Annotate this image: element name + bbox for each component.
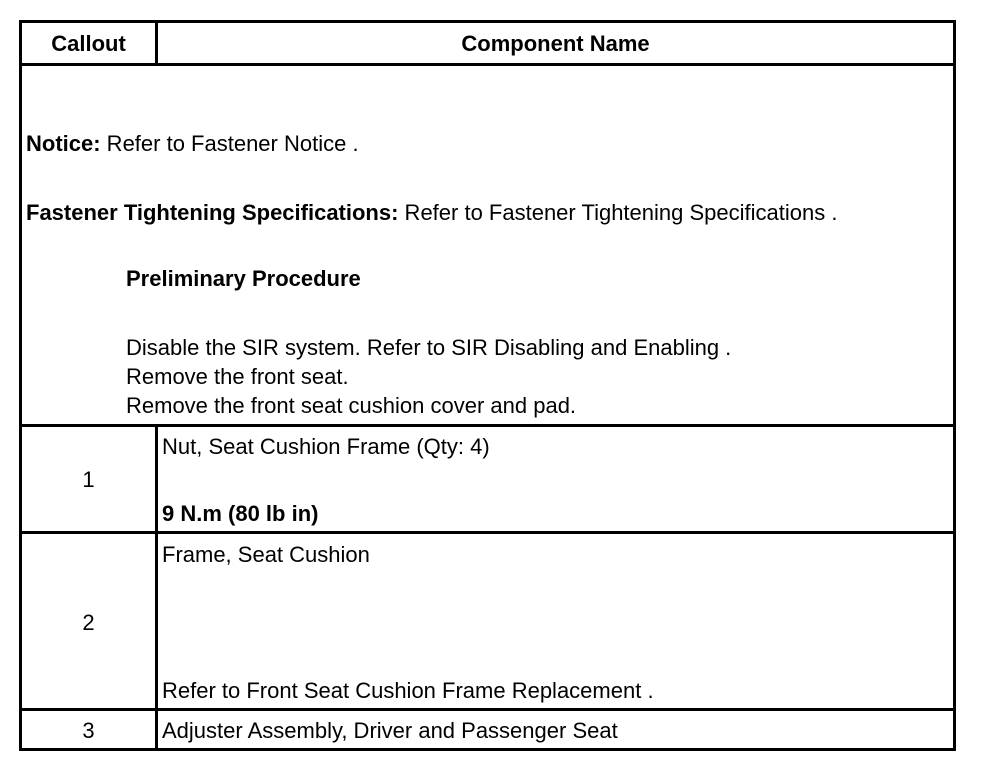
row1-callout: 1 [82,467,95,492]
procedure-step: Remove the front seat. [126,364,349,389]
preliminary-procedure-title: Preliminary Procedure [126,266,361,291]
intro-divider [22,424,953,427]
row2-component-name: Frame, Seat Cushion [162,542,370,567]
header-divider [22,63,953,66]
row2-callout: 2 [82,610,95,635]
fastener-spec-label: Fastener Tightening Specifications: [26,200,399,225]
components-table [19,20,956,751]
row1-component-name: Nut, Seat Cushion Frame (Qty: 4) [162,434,490,459]
row3-callout: 3 [82,718,95,743]
procedure-step: Remove the front seat cushion cover and pad. [126,393,577,418]
row1-divider [22,531,953,534]
procedure-step: Disable the SIR system. Refer to SIR Disabling and Enabling . [126,335,732,360]
fastener-spec-line [26,200,837,226]
rows-column-divider [155,424,158,751]
notice-text: Refer to Fastener Notice . [100,131,359,156]
row3-component-name: Adjuster Assembly, Driver and Passenger Seat [162,718,618,743]
notice-line [26,131,359,157]
row2-divider [22,708,953,711]
row2-reference-link[interactable]: Refer to Front Seat Cushion Frame Replacement . [162,678,654,703]
header-component-name: Component Name [461,31,650,56]
fastener-spec-text: Refer to Fastener Tightening Specifications . [398,200,838,225]
notice-label: Notice: [26,131,101,156]
row1-torque-spec: 9 N.m (80 lb in) [162,501,319,526]
header-callout: Callout [51,31,126,56]
